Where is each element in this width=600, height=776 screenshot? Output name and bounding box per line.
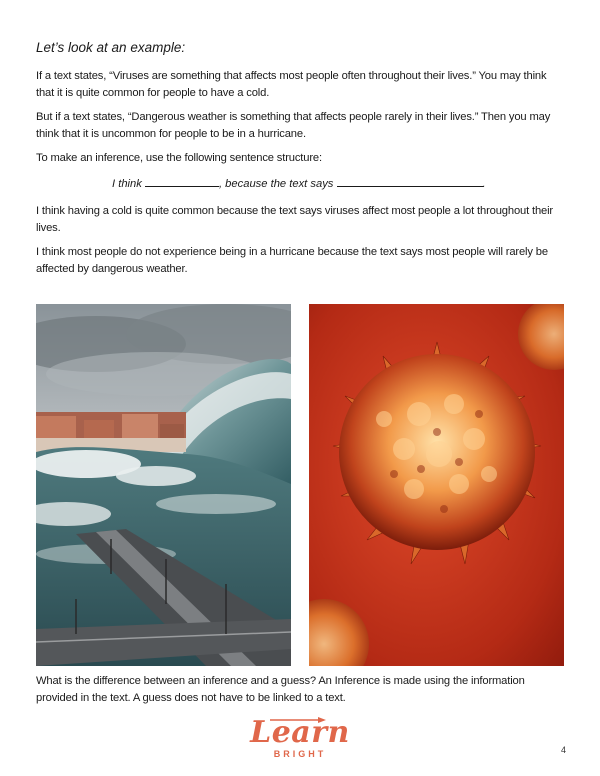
learn-bright-logo bbox=[0, 715, 600, 759]
flood-wave-image bbox=[36, 304, 291, 666]
page-number: 4 bbox=[560, 745, 566, 755]
logo-subtitle: BRIGHT bbox=[273, 749, 327, 759]
sentence-template bbox=[112, 176, 486, 190]
intro-heading: Let’s look at an example: bbox=[36, 40, 186, 55]
paragraph-hurricane-inference: I think most people do not experience being in a hurricane because the text says most people will rarely be affected by dangerous weather. bbox=[36, 246, 548, 275]
template-part-1: I think bbox=[112, 178, 142, 190]
paragraph-weather-example: But if a text states, “Dangerous weather is something that affects people rarely in their lives.” Then you may think that it is uncommon for people to be in a hurricane. bbox=[36, 111, 551, 140]
blank-line-2 bbox=[337, 176, 483, 187]
virus-image bbox=[309, 304, 564, 666]
paragraph-inference-vs-guess: What is the difference between an inference and a guess? An Inference is made using the information provided in the text. A guess does not have to be linked to a text. bbox=[36, 675, 525, 704]
paragraph-virus-example: If a text states, “Viruses are something that affects most people often throughout their lives.” You may think that it is quite common for people to have a cold. bbox=[36, 70, 547, 99]
template-part-2: , because the text says bbox=[218, 178, 334, 190]
paragraph-cold-inference: I think having a cold is quite common because the text says viruses affect most people a lot throughout their lives. bbox=[36, 205, 554, 234]
template-part-3: . bbox=[482, 178, 486, 190]
paragraph-sentence-structure: To make an inference, use the following sentence structure: bbox=[36, 152, 322, 164]
blank-line-1 bbox=[145, 176, 219, 187]
logo-word: Learn bbox=[250, 715, 350, 750]
